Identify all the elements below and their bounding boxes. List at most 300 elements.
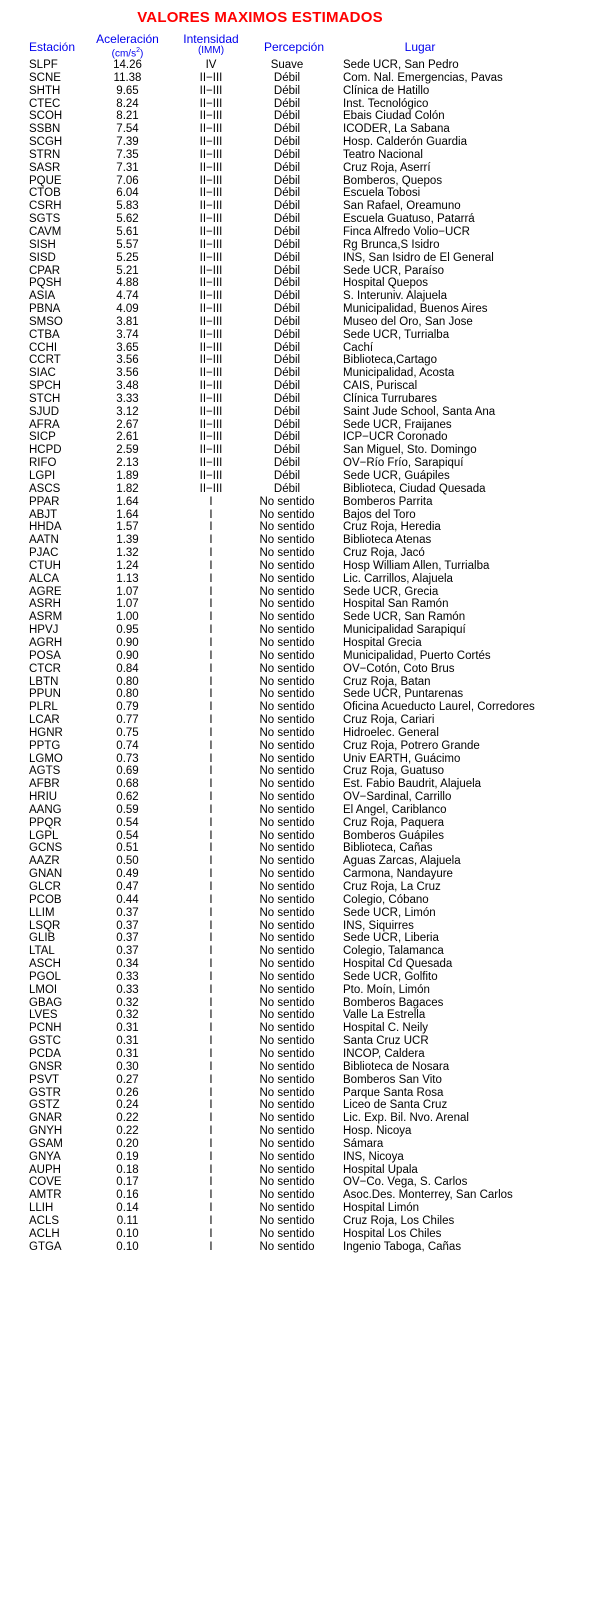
acceleration-value: 0.95: [116, 624, 139, 637]
acceleration-value: 0.73: [116, 752, 139, 765]
intensity-value: II−III: [199, 367, 223, 380]
intensity-value: I: [209, 932, 213, 945]
table-row: [0, 393, 590, 406]
perception-value: No sentido: [259, 534, 315, 547]
location-name: Municipalidad Sarapiquí: [343, 624, 466, 637]
location-name: Hidroelec. General: [343, 726, 439, 739]
intensity-value: I: [209, 662, 213, 675]
acceleration-value: 0.10: [116, 1227, 139, 1240]
table-row: [0, 920, 590, 933]
station-code: GCNS: [29, 842, 63, 855]
acceleration-value: 5.61: [116, 225, 139, 238]
station-code: GBAG: [29, 996, 63, 1009]
intensity-value: I: [209, 816, 213, 829]
location-name: INS, Siquirres: [343, 919, 414, 932]
location-name: Sede UCR, Guápiles: [343, 470, 450, 482]
perception-value: Débil: [273, 251, 301, 264]
table-row: [0, 316, 590, 329]
perception-value: No sentido: [259, 765, 315, 778]
perception-value: Débil: [273, 225, 301, 238]
station-code: AATN: [29, 534, 59, 547]
station-code: PPAR: [29, 495, 60, 508]
station-code: LSQR: [29, 919, 61, 932]
perception-value: No sentido: [259, 803, 315, 816]
acceleration-value: 2.59: [116, 444, 139, 457]
intensity-value: I: [209, 649, 213, 662]
station-code: STRN: [29, 148, 61, 161]
station-code: ACLH: [29, 1227, 60, 1240]
location-name: Est. Fabio Baudrit, Alajuela: [343, 778, 482, 791]
location-name: Cruz Roja, La Cruz: [343, 881, 441, 893]
intensity-value: I: [209, 739, 213, 752]
perception-value: Débil: [273, 213, 301, 226]
table-row: [0, 457, 590, 470]
station-code: GSTR: [29, 1086, 61, 1099]
intensity-value: I: [209, 521, 213, 534]
location-name: Finca Alfredo Volio−UCR: [343, 225, 470, 238]
station-code: STCH: [29, 392, 61, 405]
header-aceleracion-label: Aceleración: [96, 32, 159, 46]
header-intensidad-label: Intensidad: [183, 32, 239, 46]
intensity-value: II−III: [199, 174, 223, 187]
location-name: Biblioteca,Cartago: [343, 354, 437, 367]
station-code: SCOH: [29, 110, 63, 123]
location-name: Biblioteca, Ciudad Quesada: [343, 482, 486, 495]
intensity-value: I: [209, 636, 213, 649]
location-name: Cruz Roja, Heredia: [343, 521, 441, 534]
intensity-value: II−III: [199, 444, 223, 457]
intensity-value: I: [209, 1060, 213, 1073]
location-name: Hosp William Allen, Turrialba: [343, 559, 490, 572]
station-code: ASRM: [29, 611, 63, 624]
table-row: [0, 123, 590, 136]
location-name: El Angel, Cariblanco: [343, 803, 447, 816]
acceleration-value: 0.18: [116, 1163, 139, 1176]
station-code: ASCH: [29, 958, 61, 971]
station-code: SPCH: [29, 380, 61, 393]
station-code: HCPD: [29, 444, 62, 457]
acceleration-value: 7.06: [116, 174, 139, 187]
perception-value: Débil: [273, 328, 301, 341]
acceleration-value: 0.30: [116, 1060, 139, 1073]
location-name: Univ EARTH, Guácimo: [343, 752, 461, 765]
location-name: Bajos del Toro: [343, 508, 416, 521]
acceleration-value: 0.33: [116, 983, 139, 996]
intensity-value: I: [209, 1150, 213, 1163]
perception-value: Débil: [273, 418, 301, 431]
acceleration-value: 1.57: [116, 521, 139, 534]
station-code: LTAL: [29, 945, 55, 958]
perception-value: No sentido: [259, 701, 315, 714]
perception-value: No sentido: [259, 521, 315, 534]
intensity-value: I: [209, 1214, 213, 1227]
intensity-value: I: [209, 1022, 213, 1035]
station-code: GLCR: [29, 881, 61, 893]
intensity-value: II−III: [199, 71, 223, 84]
perception-value: No sentido: [259, 842, 315, 855]
table-row: [0, 881, 590, 894]
perception-value: Débil: [273, 84, 301, 97]
location-name: Sede UCR, Grecia: [343, 585, 439, 598]
acceleration-value: 0.74: [116, 739, 139, 752]
station-code: CTOB: [29, 187, 61, 200]
perception-value: Débil: [273, 315, 301, 328]
acceleration-value: 5.25: [116, 251, 139, 264]
location-name: Cruz Roja, Batan: [343, 675, 431, 688]
perception-value: Débil: [273, 354, 301, 367]
acceleration-value: 0.68: [116, 778, 139, 791]
location-name: Asoc.Des. Monterrey, San Carlos: [343, 1189, 513, 1202]
table-row: [0, 354, 590, 367]
table-row: [0, 303, 590, 316]
station-code: AFBR: [29, 778, 60, 791]
station-code: AFRA: [29, 418, 60, 431]
location-name: Sede UCR, Liberia: [343, 932, 439, 945]
station-code: ABJT: [29, 508, 58, 521]
location-name: OV−Cotón, Coto Brus: [343, 662, 455, 675]
station-code: GNSR: [29, 1060, 63, 1073]
station-code: PQUE: [29, 174, 62, 187]
station-code: GNAR: [29, 1112, 63, 1125]
intensity-value: I: [209, 585, 213, 598]
acceleration-value: 4.88: [116, 277, 139, 290]
table-row: [0, 1138, 590, 1151]
intensity-value: I: [209, 688, 213, 701]
acceleration-value: 4.09: [116, 303, 139, 316]
perception-value: No sentido: [259, 585, 315, 598]
perception-value: No sentido: [259, 829, 315, 842]
perception-value: Débil: [273, 367, 301, 380]
intensity-value: I: [209, 945, 213, 958]
acceleration-value: 4.74: [116, 290, 139, 303]
perception-value: No sentido: [259, 1073, 315, 1086]
table-row: [0, 72, 590, 85]
perception-value: No sentido: [259, 688, 315, 701]
location-name: Municipalidad, Acosta: [343, 367, 455, 380]
header-percepcion: Percepción: [263, 40, 325, 54]
acceleration-value: 0.31: [116, 1035, 139, 1048]
location-name: Sede UCR, Golfito: [343, 970, 438, 983]
table-row: [0, 509, 590, 522]
perception-value: No sentido: [259, 919, 315, 932]
intensity-value: II−III: [199, 123, 223, 136]
intensity-value: II−III: [199, 97, 223, 110]
perception-value: Débil: [273, 277, 301, 290]
station-code: CSRH: [29, 200, 62, 213]
location-name: Santa Cruz UCR: [343, 1035, 429, 1048]
intensity-value: I: [209, 983, 213, 996]
acceleration-value: 5.21: [116, 264, 139, 277]
location-name: OV−Sardinal, Carrillo: [343, 791, 452, 804]
perception-value: No sentido: [259, 932, 315, 945]
intensity-value: I: [209, 1163, 213, 1176]
location-name: Hospital San Ramón: [343, 598, 449, 611]
location-name: Cruz Roja, Los Chiles: [343, 1214, 455, 1227]
location-name: San Rafael, Oreamuno: [343, 200, 461, 213]
station-code: ASRH: [29, 598, 61, 611]
acceleration-value: 11.38: [113, 71, 142, 84]
intensity-value: II−III: [199, 148, 223, 161]
table-row: [0, 778, 590, 791]
station-code: AGTS: [29, 765, 61, 778]
station-code: GTGA: [29, 1240, 62, 1253]
perception-value: No sentido: [259, 1176, 315, 1189]
table-row: [0, 1189, 590, 1202]
station-code: PGOL: [29, 970, 61, 983]
station-code: SIAC: [29, 367, 56, 380]
perception-value: No sentido: [259, 1060, 315, 1073]
location-name: Saint Jude School, Santa Ana: [343, 405, 496, 418]
table-row: [0, 598, 590, 611]
perception-value: Débil: [273, 457, 301, 470]
header-intensidad-unit: (IMM): [197, 45, 225, 56]
acceleration-value: 1.07: [116, 585, 139, 598]
acceleration-value: 1.64: [116, 508, 139, 521]
perception-value: No sentido: [259, 726, 315, 739]
acceleration-value: 0.26: [116, 1086, 139, 1099]
perception-value: No sentido: [259, 1047, 315, 1060]
station-code: HRIU: [29, 791, 58, 804]
perception-value: No sentido: [259, 1189, 315, 1202]
acceleration-value: 3.56: [116, 367, 139, 380]
table-row: [0, 791, 590, 804]
perception-value: Suave: [270, 59, 304, 71]
table-row: [0, 444, 590, 457]
location-name: OV−Río Frío, Sarapiquí: [343, 457, 464, 470]
acceleration-value: 0.24: [116, 1099, 139, 1112]
station-code: SMSO: [29, 315, 63, 328]
acceleration-value: 0.79: [116, 701, 139, 714]
unit-post: ): [140, 48, 144, 60]
acceleration-value: 0.19: [116, 1150, 139, 1163]
station-code: GSAM: [29, 1137, 63, 1150]
intensity-value: I: [209, 559, 213, 572]
perception-value: No sentido: [259, 1035, 315, 1048]
table-row: [0, 701, 590, 714]
table-row: [0, 521, 590, 534]
table-row: [0, 958, 590, 971]
table-row: [0, 765, 590, 778]
table-row: [0, 676, 590, 689]
acceleration-value: 3.12: [116, 405, 139, 418]
acceleration-value: 0.47: [116, 881, 139, 893]
acceleration-value: 3.48: [116, 380, 139, 393]
perception-value: No sentido: [259, 958, 315, 971]
intensity-value: I: [209, 842, 213, 855]
intensity-value: II−III: [199, 418, 223, 431]
header-estacion: Estación: [29, 40, 76, 54]
station-code: CCRT: [29, 354, 61, 367]
intensity-value: I: [209, 868, 213, 881]
station-code: SCNE: [29, 71, 61, 84]
station-code: SASR: [29, 161, 61, 174]
perception-value: No sentido: [259, 662, 315, 675]
intensity-value: I: [209, 1009, 213, 1022]
perception-value: No sentido: [259, 1202, 315, 1215]
perception-value: Débil: [273, 97, 301, 110]
location-name: Cruz Roja, Paquera: [343, 816, 444, 829]
acceleration-value: 1.07: [116, 598, 139, 611]
location-name: Oficina Acueducto Laurel, Corredores: [343, 701, 535, 714]
acceleration-value: 1.82: [116, 482, 139, 495]
intensity-value: I: [209, 508, 213, 521]
intensity-value: I: [209, 1137, 213, 1150]
table-row: [0, 406, 590, 419]
perception-value: No sentido: [259, 1240, 315, 1253]
table-row: [0, 149, 590, 162]
station-code: GNYA: [29, 1150, 61, 1163]
table-row: [0, 817, 590, 830]
location-name: Escuela Guatuso, Patarrá: [343, 213, 475, 226]
location-name: Cruz Roja, Potrero Grande: [343, 739, 480, 752]
location-name: Ingenio Taboga, Cañas: [343, 1240, 462, 1253]
acceleration-value: 0.37: [116, 906, 139, 919]
station-code: LGPI: [29, 470, 56, 482]
acceleration-value: 2.13: [116, 457, 139, 470]
table-row: [0, 419, 590, 432]
table-row: [0, 534, 590, 547]
location-name: Aguas Zarcas, Alajuela: [343, 855, 461, 868]
perception-value: No sentido: [259, 598, 315, 611]
intensity-value: I: [209, 547, 213, 560]
intensity-value: II−III: [199, 110, 223, 123]
perception-value: Débil: [273, 470, 301, 482]
location-name: Hospital Cd Quesada: [343, 958, 453, 971]
intensity-value: I: [209, 1099, 213, 1112]
perception-value: No sentido: [259, 945, 315, 958]
location-name: Bomberos Parrita: [343, 495, 433, 508]
station-code: AMTR: [29, 1189, 62, 1202]
acceleration-value: 0.27: [116, 1073, 139, 1086]
table-row: [0, 239, 590, 252]
location-name: Sámara: [343, 1137, 384, 1150]
station-code: SICP: [29, 431, 56, 444]
perception-value: No sentido: [259, 970, 315, 983]
location-name: Cruz Roja, Guatuso: [343, 765, 444, 778]
intensity-value: II−III: [199, 161, 223, 174]
acceleration-value: 0.54: [116, 829, 139, 842]
perception-value: No sentido: [259, 1214, 315, 1227]
table-row: [0, 380, 590, 393]
table-row: [0, 971, 590, 984]
acceleration-value: 0.37: [116, 919, 139, 932]
perception-value: No sentido: [259, 816, 315, 829]
header-aceleracion-unit: [90, 45, 165, 59]
perception-value: Débil: [273, 431, 301, 444]
table-row: [0, 984, 590, 997]
acceleration-value: 0.90: [116, 636, 139, 649]
acceleration-value: 0.80: [116, 675, 139, 688]
location-name: Cruz Roja, Jacó: [343, 547, 425, 560]
location-name: Clínica de Hatillo: [343, 84, 430, 97]
station-code: LLIH: [29, 1202, 54, 1215]
table-row: [0, 277, 590, 290]
station-code: CTUH: [29, 559, 61, 572]
table-row: [0, 586, 590, 599]
location-name: Pto. Moín, Limón: [343, 983, 430, 996]
perception-value: No sentido: [259, 868, 315, 881]
location-name: Valle La Estrella: [343, 1009, 426, 1022]
perception-value: No sentido: [259, 508, 315, 521]
intensity-value: I: [209, 893, 213, 906]
table-row: [0, 1061, 590, 1074]
acceleration-value: 2.61: [116, 431, 139, 444]
intensity-value: II−III: [199, 341, 223, 354]
perception-value: No sentido: [259, 1163, 315, 1176]
acceleration-value: 8.24: [116, 97, 139, 110]
table-row: [0, 175, 590, 188]
location-name: Lic. Carrillos, Alajuela: [343, 572, 453, 585]
intensity-value: II−III: [199, 354, 223, 367]
location-name: Sede UCR, Paraíso: [343, 264, 444, 277]
station-code: GSTC: [29, 1035, 61, 1048]
station-code: SISD: [29, 251, 56, 264]
station-code: ACLS: [29, 1214, 60, 1227]
acceleration-value: 0.62: [116, 791, 139, 804]
unit-pre: (cm/s: [111, 48, 137, 60]
perception-value: No sentido: [259, 855, 315, 868]
location-name: CAIS, Puriscal: [343, 380, 418, 393]
station-code: HGNR: [29, 726, 63, 739]
intensity-value: II−III: [199, 431, 223, 444]
perception-value: No sentido: [259, 559, 315, 572]
intensity-value: IV: [205, 59, 217, 71]
acceleration-value: 0.37: [116, 932, 139, 945]
perception-value: No sentido: [259, 611, 315, 624]
location-name: INS, Nicoya: [343, 1150, 404, 1163]
intensity-value: I: [209, 778, 213, 791]
table-row: [0, 932, 590, 945]
perception-value: No sentido: [259, 893, 315, 906]
location-name: Cruz Roja, Aserrí: [343, 161, 431, 174]
station-code: LGPL: [29, 829, 59, 842]
table-row: [0, 753, 590, 766]
location-name: INCOP, Caldera: [343, 1047, 425, 1060]
station-code: PSVT: [29, 1073, 60, 1086]
perception-value: No sentido: [259, 1125, 315, 1138]
acceleration-value: 5.62: [116, 213, 139, 226]
perception-value: Débil: [273, 405, 301, 418]
perception-value: No sentido: [259, 1009, 315, 1022]
perception-value: Débil: [273, 200, 301, 213]
station-code: LMOI: [29, 983, 58, 996]
perception-value: No sentido: [259, 983, 315, 996]
table-row: [0, 367, 590, 380]
intensity-value: I: [209, 1035, 213, 1048]
intensity-value: I: [209, 726, 213, 739]
location-name: Sede UCR, Limón: [343, 906, 436, 919]
intensity-value: II−III: [199, 251, 223, 264]
station-code: HPVJ: [29, 624, 59, 637]
table-row: [0, 1164, 590, 1177]
intensity-value: I: [209, 803, 213, 816]
intensity-value: I: [209, 572, 213, 585]
station-code: PJAC: [29, 547, 59, 560]
perception-value: Débil: [273, 238, 301, 251]
table-row: [0, 727, 590, 740]
intensity-value: II−III: [199, 264, 223, 277]
perception-value: No sentido: [259, 1150, 315, 1163]
location-name: Biblioteca, Cañas: [343, 842, 433, 855]
intensity-value: I: [209, 598, 213, 611]
location-name: Hosp. Nicoya: [343, 1125, 412, 1138]
table-row: [0, 213, 590, 226]
location-name: Bomberos, Quepos: [343, 174, 443, 187]
station-code: SSBN: [29, 123, 61, 136]
acceleration-value: 6.04: [116, 187, 139, 200]
station-code: PQSH: [29, 277, 62, 290]
intensity-value: I: [209, 1240, 213, 1253]
